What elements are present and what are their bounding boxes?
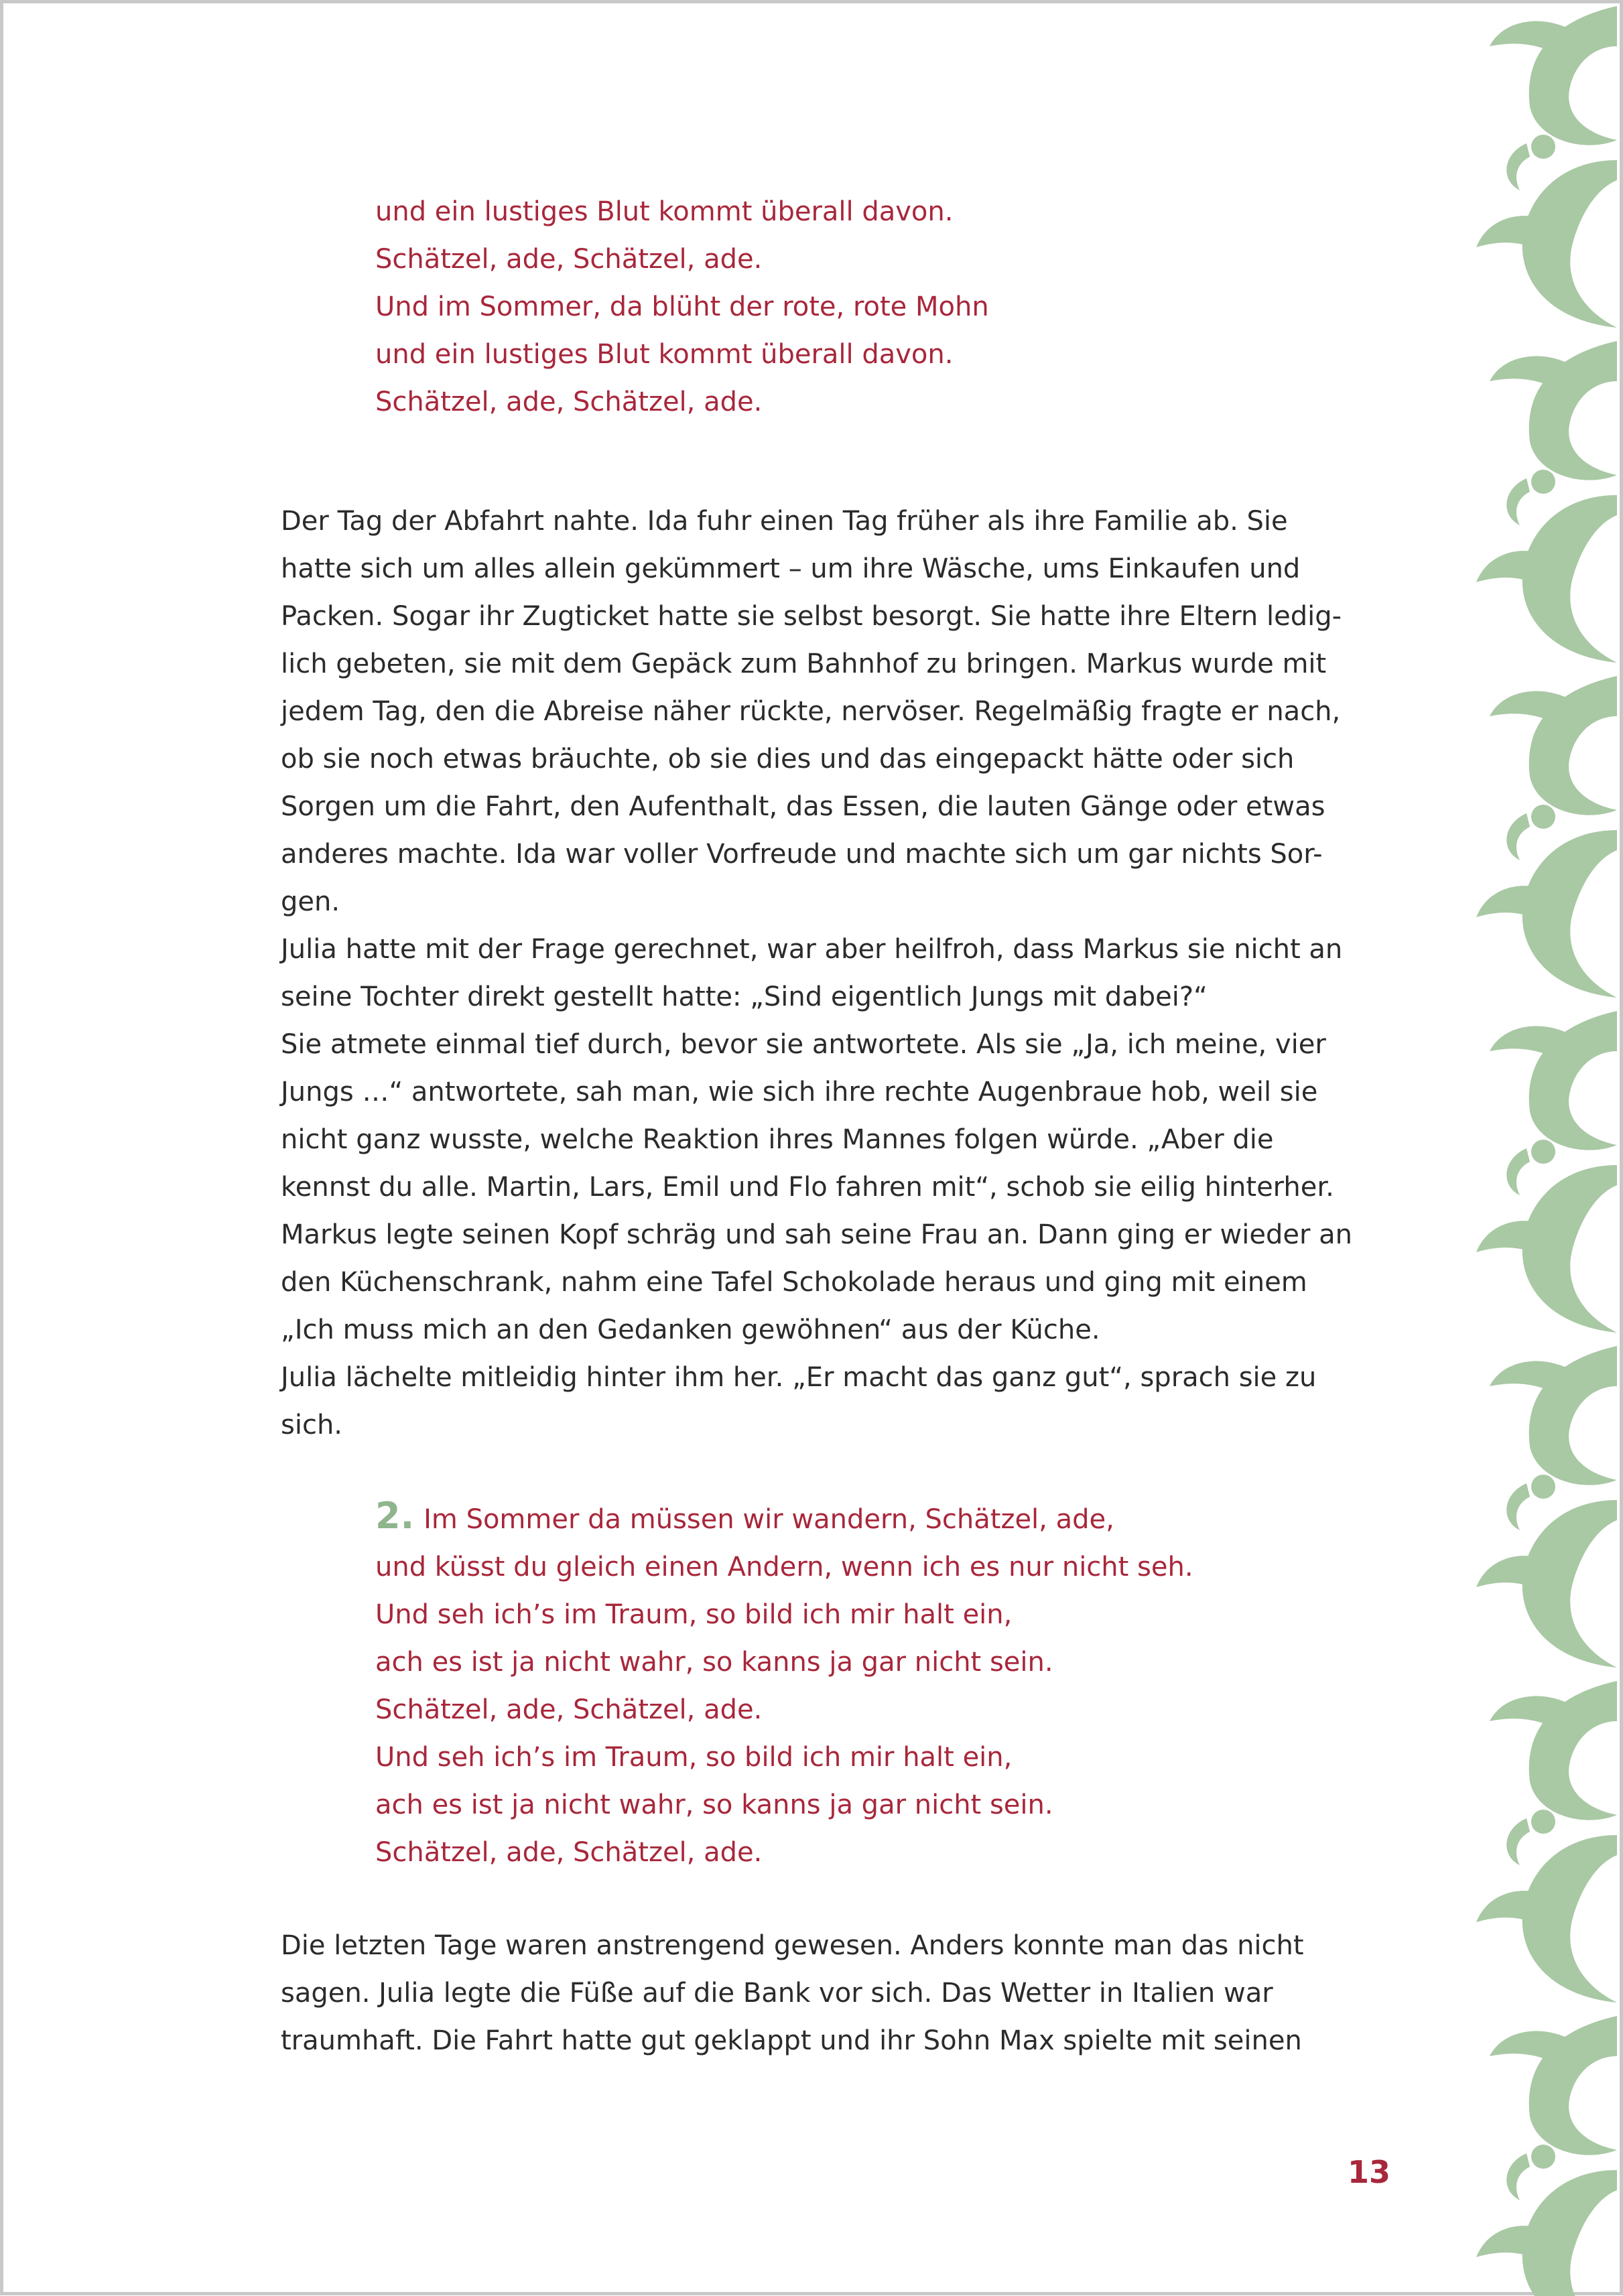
verse-line: und ein lustiges Blut kommt überall davon. [375, 339, 954, 370]
prose-line: „Ich muss mich an den Gedanken gewöhnen“ aus der Küche. [281, 1314, 1100, 1345]
prose-block-2 [281, 1922, 1393, 2065]
prose-line: Julia lächelte mitleidig hinter ihm her. „Er macht das ganz gut“, sprach sie zu [281, 1362, 1317, 1393]
verse-line: ach es ist ja nicht wahr, so kanns ja gar nicht sein. [375, 1789, 1053, 1820]
prose-line: Sorgen um die Fahrt, den Aufenthalt, das Essen, die lauten Gänge oder etwas [281, 791, 1325, 822]
prose-line: lich gebeten, sie mit dem Gepäck zum Bahnhof zu bringen. Markus wurde mit [281, 649, 1327, 679]
prose-line: jedem Tag, den die Abreise näher rückte, nervöser. Regelmäßig fragte er nach, [281, 696, 1341, 727]
verse-number: 2. [375, 1495, 415, 1537]
prose-block-1 [281, 498, 1393, 1449]
prose-line: Der Tag der Abfahrt nahte. Ida fuhr einen Tag früher als ihre Familie ab. Sie [281, 506, 1288, 537]
prose-line: Sie atmete einmal tief durch, bevor sie antwortete. Als sie „Ja, ich meine, vier [281, 1029, 1326, 1060]
prose-line: Jungs …“ antwortete, sah man, wie sich ihre rechte Augenbraue hob, weil sie [281, 1077, 1318, 1107]
verse-line: Und im Sommer, da blüht der rote, rote Mohn [375, 291, 989, 322]
verse-line: und ein lustiges Blut kommt überall davon. [375, 196, 954, 227]
prose-line: sich. [281, 1410, 343, 1440]
prose-line: Packen. Sogar ihr Zugticket hatte sie selbst besorgt. Sie hatte ihre Eltern ledig- [281, 601, 1342, 632]
prose-line: sagen. Julia legte die Füße auf die Bank vor sich. Das Wetter in Italien war [281, 1978, 1273, 2009]
verse-line: Und seh ich’s im Traum, so bild ich mir halt ein, [375, 1599, 1013, 1630]
prose-line: den Küchenschrank, nahm eine Tafel Schokolade heraus und ging mit einem [281, 1267, 1307, 1298]
verse-line: und küsst du gleich einen Andern, wenn ich es nur nicht seh. [375, 1552, 1193, 1582]
verse-line: Schätzel, ade, Schätzel, ade. [375, 1837, 763, 1868]
prose-line: gen. [281, 886, 340, 917]
verse-line: Schätzel, ade, Schätzel, ade. [375, 387, 763, 417]
prose-line: Die letzten Tage waren anstrengend gewesen. Anders konnte man das nicht [281, 1930, 1304, 1961]
prose-line: Julia hatte mit der Frage gerechnet, war aber heilfroh, dass Markus sie nicht an [281, 934, 1343, 965]
prose-line: seine Tochter direkt gestellt hatte: „Sind eigentlich Jungs mit dabei?“ [281, 982, 1208, 1012]
verse-2 [375, 1492, 1193, 1877]
verse-top [375, 188, 989, 426]
verse-line: Schätzel, ade, Schätzel, ade. [375, 1694, 763, 1725]
verse-line: Schätzel, ade, Schätzel, ade. [375, 244, 763, 275]
prose-line: traumhaft. Die Fahrt hatte gut geklappt und ihr Sohn Max spielte mit seinen [281, 2025, 1302, 2056]
prose-line: anderes machte. Ida war voller Vorfreude und machte sich um gar nichts Sor- [281, 839, 1323, 870]
verse-line: Im Sommer da müssen wir wandern, Schätzel, ade, [424, 1504, 1114, 1535]
page-number: 13 [1347, 2154, 1390, 2190]
prose-line: ob sie noch etwas bräuchte, ob sie dies und das eingepackt hätte oder sich [281, 744, 1295, 774]
prose-line: Markus legte seinen Kopf schräg und sah seine Frau an. Dann ging er wieder an [281, 1219, 1352, 1250]
prose-line: nicht ganz wusste, welche Reaktion ihres Mannes folgen würde. „Aber die [281, 1124, 1274, 1155]
verse-line: Und seh ich’s im Traum, so bild ich mir halt ein, [375, 1742, 1013, 1773]
verse-line: ach es ist ja nicht wahr, so kanns ja gar nicht sein. [375, 1647, 1053, 1678]
prose-line: kennst du alle. Martin, Lars, Emil und Flo fahren mit“, schob sie eilig hinterher. [281, 1172, 1334, 1203]
prose-line: hatte sich um alles allein gekümmert – um ihre Wäsche, ums Einkaufen und [281, 553, 1301, 584]
verse-first-line [375, 1492, 1193, 1544]
floral-ornament-border [1463, 6, 1617, 2296]
